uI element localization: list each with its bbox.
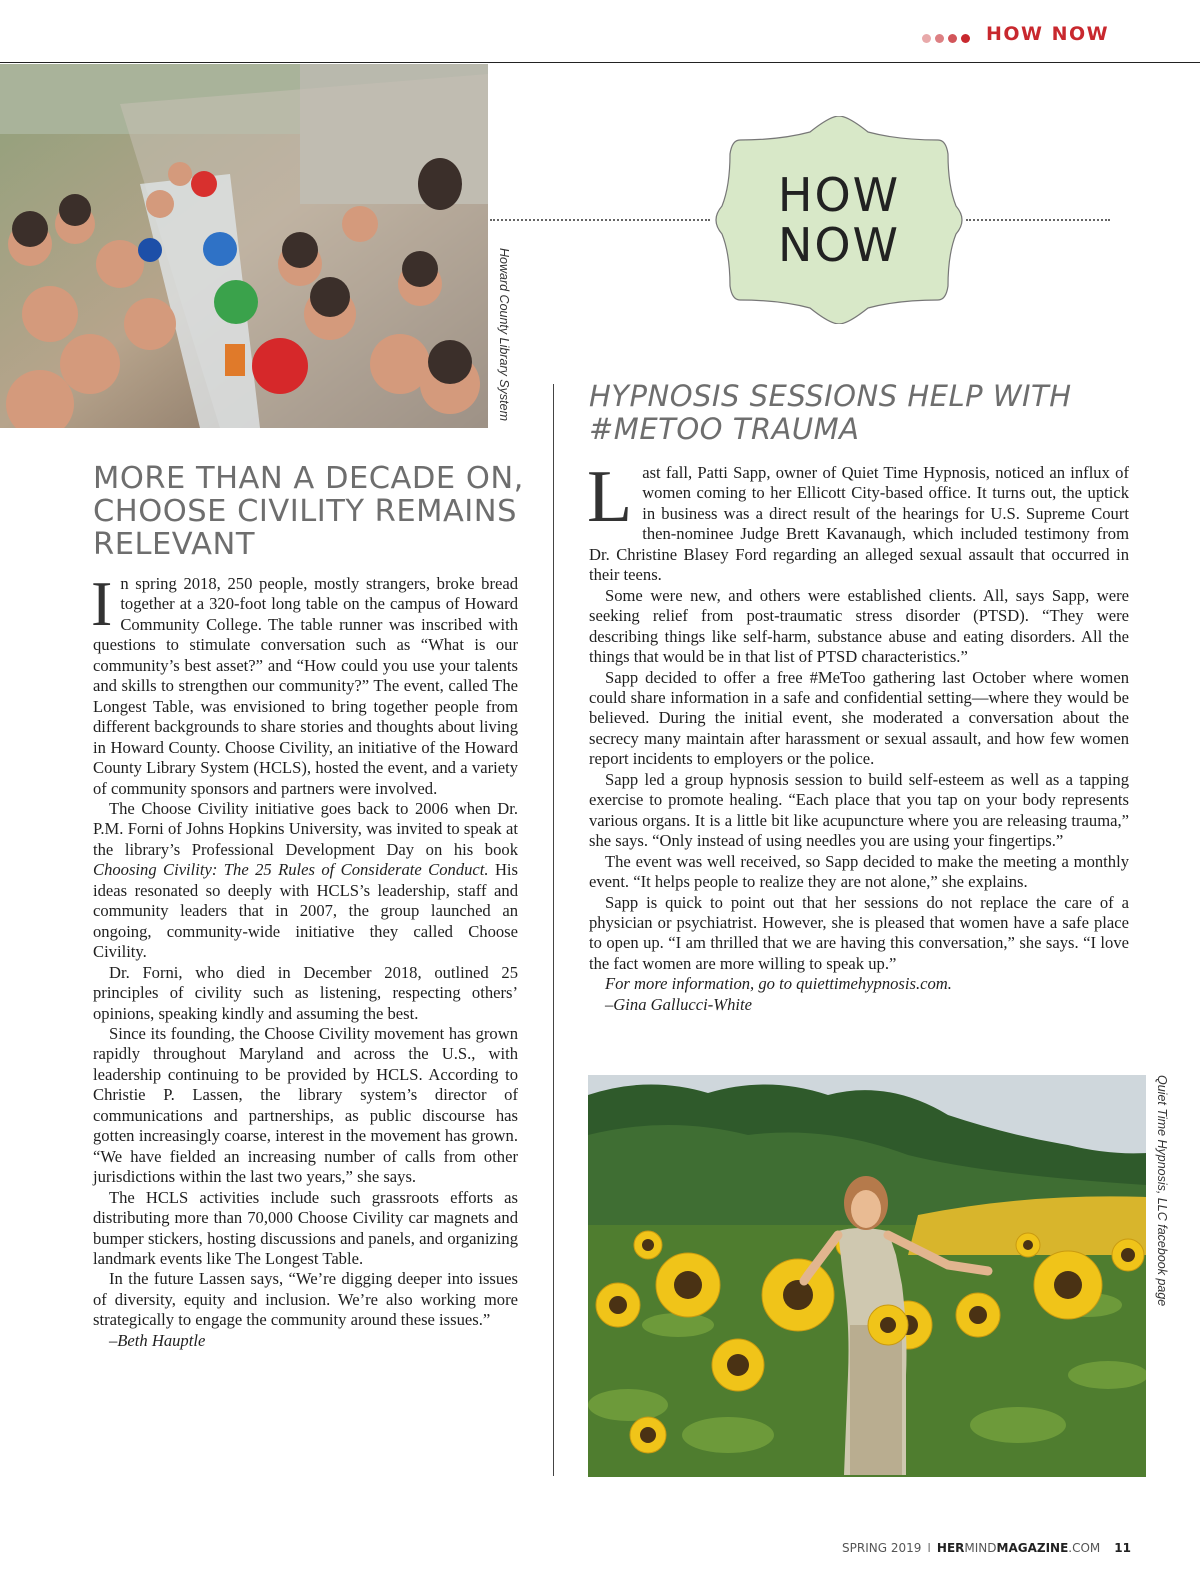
right-dropcap: L bbox=[587, 456, 633, 538]
right-paragraph-4: Sapp led a group hypnosis session to build self-esteem as well as a tapping exercise to promote healing. “Each place that you tap on your body represents various organs. It is a little bit like acupuncture where you are releasing trauma,” she says. “Only instead of using needles you are using your fingertips.” bbox=[589, 769, 1129, 851]
book-title: Choosing Civility: The 25 Rules of Considerate Conduct. bbox=[93, 860, 489, 880]
left-photo-credit: Howard County Library System bbox=[497, 248, 511, 421]
section-dot-3 bbox=[948, 34, 957, 43]
logo-dotted-rule-right bbox=[966, 219, 1110, 221]
footer-mag-magazine: MAGAZINE bbox=[996, 1541, 1069, 1555]
sunflower-field-illustration bbox=[588, 1075, 1146, 1477]
section-dot-1 bbox=[922, 34, 931, 43]
left-paragraph-6: In the future Lassen says, “We’re digging deeper into issues of diversity, equity and inclusion. We’re also working more strategically to engage the community around these issues.” bbox=[93, 1269, 518, 1330]
section-dot-2 bbox=[935, 34, 944, 43]
section-label: HOW NOW bbox=[986, 23, 1110, 45]
right-paragraph-2: Some were new, and others were established clients. All, says Sapp, were seeking relief from post-traumatic stress disorder (PTSD). “They were describing things like self-harm, substance abuse and eating disorders. All the things that would be in that list of PTSD characteristics.” bbox=[589, 585, 1129, 667]
left-paragraph-2-after: His ideas resonated so deeply with HCLS’s leadership, staff and community leaders that in 2007, the group launched an ongoing, community-wide initiative they called Choose Civility. bbox=[93, 860, 518, 962]
long-table-crowd-photo bbox=[0, 64, 488, 428]
how-now-logo-text bbox=[710, 170, 968, 270]
footer-mag-com: .COM bbox=[1068, 1541, 1101, 1555]
more-info-line: For more information, go to quiettimehypnosis.com. bbox=[605, 974, 952, 994]
footer-mag-her: HER bbox=[936, 1541, 965, 1555]
right-article-headline: HYPNOSIS SESSIONS HELP WITH #METOO TRAUMA bbox=[589, 379, 1072, 446]
header-rule bbox=[0, 62, 1200, 63]
column-divider bbox=[553, 384, 554, 1476]
page-number: 11 bbox=[1114, 1541, 1131, 1555]
left-paragraph-2-before: The Choose Civility initiative goes back to 2006 when Dr. P.M. Forni of Johns Hopkins University, was invited to speak at the library’s Professional Development Day on his book bbox=[93, 798, 518, 859]
footer-mag-mind: MIND bbox=[964, 1541, 997, 1555]
long-table-crowd-illustration bbox=[0, 64, 488, 428]
page-footer bbox=[842, 1541, 1131, 1555]
right-paragraph-6: Sapp is quick to point out that her sessions do not replace the care of a physician or psychiatrist. However, she is pleased that women have a safe place to open up. “I am thrilled that we are having this conversation,” she says. “I love the fact women are more willing to speak up.” bbox=[589, 892, 1129, 973]
left-article-headline: MORE THAN A DECADE ON, CHOOSE CIVILITY REMAINS RELEVANT bbox=[93, 461, 524, 562]
left-paragraph-3: Dr. Forni, who died in December 2018, outlined 25 principles of civility such as listening, respecting others’ opinions, speaking kindly and assuming the best. bbox=[93, 962, 518, 1023]
left-byline: –Beth Hauptle bbox=[109, 1330, 206, 1350]
left-dropcap: I bbox=[91, 568, 113, 639]
left-paragraph-2 bbox=[93, 799, 518, 963]
sunflower-field-photo bbox=[588, 1075, 1146, 1477]
logo-dotted-rule-left bbox=[490, 219, 710, 221]
right-paragraph-1-text: ast fall, Patti Sapp, owner of Quiet Time Hypnosis, noticed an influx of women coming to her Ellicott City-based office. It turns out, the uptick in business was a direct result of the hearings for U.S. Supreme Court then-nominee Judge Brett Kavanaugh, which included testimony from Dr. Christine Blasey Ford regarding an alleged sexual assault that occurred in their teens. bbox=[589, 463, 1129, 585]
left-article-body bbox=[91, 568, 518, 1351]
logo-line-2: NOW bbox=[777, 218, 901, 272]
footer-issue: SPRING 2019 bbox=[842, 1541, 922, 1555]
logo-line-1: HOW bbox=[777, 168, 901, 222]
left-paragraph-1-text: n spring 2018, 250 people, mostly strangers, broke bread together at a 320-foot long table on the campus of Howard Community College. The table runner was inscribed with questions to stimulate conversation such as “What is our community’s best asset?” and “How could you use your talents and skills to strengthen our community?” The event, called The Longest Table, was envisioned to bring together people from different backgrounds to share stories and thoughts about living in Howard County. Choose Civility, an initiative of the Howard County Library System (HCLS), hosted the event, and a variety of community sponsors and partners were involved. bbox=[93, 574, 518, 798]
right-photo-credit: Quiet Time Hypnosis, LLC facebook page bbox=[1155, 1075, 1169, 1307]
section-dot-4 bbox=[961, 34, 970, 43]
section-dots bbox=[922, 29, 974, 43]
right-article-body bbox=[587, 456, 1129, 1015]
right-paragraph-5: The event was well received, so Sapp decided to make the meeting a monthly event. “It helps people to realize they are not alone,” she explains. bbox=[589, 851, 1129, 892]
left-paragraph-4: Since its founding, the Choose Civility movement has grown rapidly throughout Maryland and across the U.S., with leadership continuing to be provided by HCLS. According to Christie P. Lassen, the library system’s director of communications and partnerships, as public discourse has gotten increasingly coarse, interest in the movement has grown. “We have fielded an increasing number of calls from other jurisdictions within the last two years,” she says. bbox=[93, 1023, 518, 1187]
right-byline: –Gina Gallucci-White bbox=[605, 994, 753, 1014]
right-paragraph-3: Sapp decided to offer a free #MeToo gathering last October where women could share information in a safe and confidential setting—where they would be believed. During the initial event, she moderated a conversation about the secrecy many maintain after harassment or sexual assault, and how few women report incidents to employers or the police. bbox=[589, 667, 1129, 769]
left-paragraph-5: The HCLS activities include such grassroots efforts as distributing more than 70,000 Choose Civility car magnets and bumper stickers, hosting discussions and panels, and organizing landmark events like The Longest Table. bbox=[93, 1187, 518, 1268]
footer-separator: I bbox=[927, 1541, 931, 1555]
right-paragraph-1 bbox=[587, 456, 1129, 586]
left-paragraph-1 bbox=[91, 568, 518, 799]
